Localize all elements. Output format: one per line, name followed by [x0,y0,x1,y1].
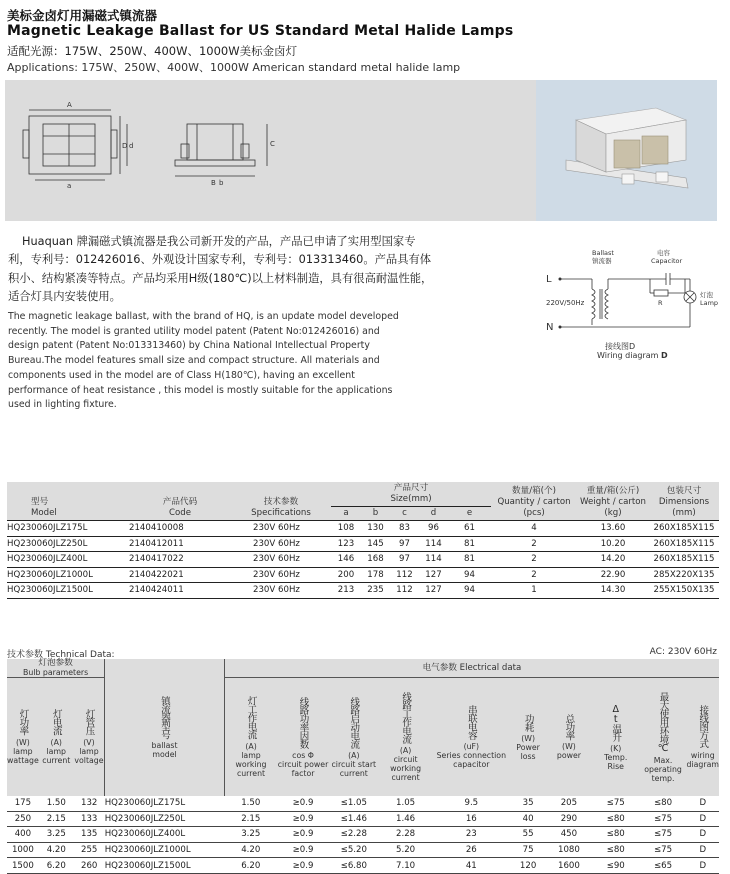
tech-cell: ≤75 [640,842,687,858]
spec-table-row [7,567,719,583]
spec-cell-c: 97 [390,552,419,568]
spec-cell-qty: 1 [491,583,577,599]
tech-cell: 26 [432,842,510,858]
tech-cell: ≤80 [592,811,640,827]
tech-cell: ≤1.05 [329,796,379,811]
capacitor-label: Capacitor [651,257,683,265]
capacitor-label-cn: 电容 [657,249,670,257]
tech-cell: D [687,811,720,827]
product-spec-table [7,482,719,599]
tech-cell: 4.20 [224,842,277,858]
tech-cell: 132 [74,796,105,811]
tech-cell: D [687,827,720,843]
spec-cell-e: 94 [448,567,491,583]
tech-cell: 1000 [7,842,39,858]
spec-cell-d: 127 [419,583,448,599]
spec-cell-qty: 2 [491,567,577,583]
spec-cell-dim: 260X185X115 [649,552,719,568]
spec-cell-wt: 13.60 [577,521,649,537]
tech-cell: 16 [432,811,510,827]
tech-cell: 35 [510,796,546,811]
tech-cell: HQ230060JLZ400L [105,827,225,843]
col-quantity: 数量/箱(个) Quantity / carton (pcs) [491,482,577,521]
spec-cell-spec: 230V 60Hz [231,552,331,568]
tech-col-6: 线路启动电流 (A) circuit start current [331,696,377,778]
tech-cell: 1600 [546,858,592,874]
col-ballast-model: 镇流器型号 ballast model [105,659,225,796]
spec-cell-dim: 255X150X135 [649,583,719,599]
tech-cell: 41 [432,858,510,874]
tech-cell: ≤6.80 [329,858,379,874]
spec-cell-e: 94 [448,583,491,599]
dimension-drawing [5,80,536,221]
tech-cell: ≤75 [640,811,687,827]
col-size: 产品尺寸 Size(mm) [331,482,491,507]
tech-cell: 75 [510,842,546,858]
lamp-label: Lamp [700,299,719,307]
wiring-caption-en: Wiring diagram D [597,351,668,360]
tech-col-2: 灯管压 (V) lamp voltage [74,709,104,765]
tech-cell: 400 [7,827,39,843]
tech-cell: 2.15 [39,811,74,827]
spec-cell-code: 2140417022 [129,552,231,568]
spec-cell-c: 112 [390,567,419,583]
spec-table-row [7,521,719,537]
tech-cell: 5.20 [379,842,433,858]
voltage-label: 220V/50Hz [546,299,585,307]
ballast-label-cn: 镇流器 [592,257,612,265]
spec-cell-model: HQ230060JLZ1000L [7,567,129,583]
spec-cell-e: 81 [448,536,491,552]
spec-cell-a: 123 [331,536,361,552]
technical-data-table [7,659,719,874]
dim-label-a-upper: A [67,101,72,109]
tech-cell: ≤65 [640,858,687,874]
applications-english: Applications: 175W、250W、400W、1000W American standard metal halide lamp [7,61,461,74]
tech-cell: 6.20 [224,858,277,874]
spec-cell-b: 235 [361,583,390,599]
line-l-label: L [546,274,552,285]
lamp-label-cn: 灯泡 [700,291,713,299]
spec-cell-d: 114 [419,536,448,552]
spec-cell-a: 213 [331,583,361,599]
tech-cell: ≥0.9 [277,842,329,858]
ac-spec-caption: AC: 230V 60Hz [649,647,717,657]
spec-cell-code: 2140422021 [129,567,231,583]
tech-table-row [7,796,719,811]
tech-cell: ≤80 [640,796,687,811]
tech-col-0: 灯功率 (W) lamp wattage [7,709,39,765]
tech-cell: ≥0.9 [277,858,329,874]
spec-cell-e: 81 [448,552,491,568]
col-size-c: c [390,507,419,521]
title-chinese: 美标金卤灯用漏磁式镇流器 [7,8,158,23]
tech-cell: 40 [510,811,546,827]
spec-cell-a: 146 [331,552,361,568]
col-weight: 重量/箱(公斤) Weight / carton (kg) [577,482,649,521]
tech-cell: 133 [74,811,105,827]
tech-cell: ≤5.20 [329,842,379,858]
spec-cell-code: 2140412011 [129,536,231,552]
spec-table-row [7,583,719,599]
tech-col-12: 最大使用环境℃ Max. operating temp. [644,691,682,783]
spec-cell-qty: 2 [491,536,577,552]
tech-cell: ≤75 [592,796,640,811]
tech-cell: 255 [74,842,105,858]
intro-chinese: Huaquan 牌漏磁式镇流器是我公司新开发的产品，产品已申请了实用型国家专利，专利号：012426016、外观设计国家专利，专利号：013313460。产品具有体积小、结构紧凑等特点。产品均采用H级(180℃)以上材料制造，具有很高耐温性能，适合灯具内安装使用。 [8,235,433,303]
tech-cell: ≥0.9 [277,827,329,843]
wiring-caption-cn: 接线图D [605,342,636,351]
tech-cell: ≤90 [592,858,640,874]
tech-table-row [7,842,719,858]
tech-cell: 7.10 [379,858,433,874]
tech-cell: D [687,796,720,811]
tech-cell: HQ230060JLZ175L [105,796,225,811]
tech-cell: ≤75 [640,827,687,843]
tech-cell: 1.50 [224,796,277,811]
col-model: 型号 Model [7,482,129,521]
spec-cell-code: 2140410008 [129,521,231,537]
spec-cell-d: 114 [419,552,448,568]
tech-cell: ≥0.9 [277,811,329,827]
tech-cell: 2.15 [224,811,277,827]
tech-cell: HQ230060JLZ1500L [105,858,225,874]
wiring-diagram [540,243,720,363]
tech-cell: 290 [546,811,592,827]
tech-col-8: 串联电容 (uF) Series connection capacitor [436,705,507,769]
spec-cell-qty: 2 [491,552,577,568]
title-english: Magnetic Leakage Ballast for US Standard Metal Halide Lamps [7,23,514,39]
tech-cell: ≤2.28 [329,827,379,843]
tech-table-row [7,811,719,827]
intro-english: The magnetic leakage ballast, with the brand of HQ, is an update model developed recently. The model is granted utility model patent (Patent No:012426016) and design patent (Patent No:013313460) by China National Intellectual Property Bureau.The model features small size and compact structure. All materials and components used in the model are of Class H(180℃), having an excellent performance of heat resistance , this model is mostly suitable for the applications used in lighting fixture. [8,311,399,411]
tech-col-13: 接线图方式 wiring diagram [686,705,719,769]
tech-col-1: 灯电流 (A) lamp current [42,709,71,765]
tech-cell: D [687,842,720,858]
bulb-parameters-group: 灯泡参数 Bulb parameters [7,659,105,678]
tech-col-9: 功耗 (W) Power loss [516,713,540,761]
tech-cell: 3.25 [224,827,277,843]
tech-cell: ≥0.9 [277,796,329,811]
spec-cell-b: 178 [361,567,390,583]
tech-cell: 1080 [546,842,592,858]
tech-cell: HQ230060JLZ1000L [105,842,225,858]
dim-label-d-lower: d [129,142,134,150]
spec-cell-c: 83 [390,521,419,537]
electrical-data-group: 电气参数 Electrical data [224,659,719,678]
spec-cell-spec: 230V 60Hz [231,567,331,583]
tech-cell: 1500 [7,858,39,874]
spec-cell-e: 61 [448,521,491,537]
tech-cell: 4.20 [39,842,74,858]
spec-cell-wt: 10.20 [577,536,649,552]
spec-cell-model: HQ230060JLZ400L [7,552,129,568]
tech-cell: 3.25 [39,827,74,843]
tech-cell: 9.5 [432,796,510,811]
tech-col-11: Δt温升 (K) Temp. Rise [604,703,628,771]
tech-cell: HQ230060JLZ250L [105,811,225,827]
spec-cell-c: 112 [390,583,419,599]
spec-cell-spec: 230V 60Hz [231,536,331,552]
tech-cell: ≤80 [592,827,640,843]
tech-cell: 120 [510,858,546,874]
dim-label-b-upper: B [211,179,216,187]
col-spec: 技术参数 Specifications [231,482,331,521]
spec-cell-dim: 285X220X135 [649,567,719,583]
spec-cell-b: 130 [361,521,390,537]
tech-col-5: 线路功率因数 cos Φ circuit power factor [277,696,329,778]
dimension-drawing-panel [5,80,536,221]
dim-label-b-lower: b [219,179,224,187]
tech-cell: 6.20 [39,858,74,874]
tech-cell: 1.05 [379,796,433,811]
col-size-a: a [331,507,361,521]
tech-cell: 1.46 [379,811,433,827]
tech-cell: D [687,858,720,874]
tech-cell: ≤1.46 [329,811,379,827]
spec-cell-d: 127 [419,567,448,583]
spec-table-row [7,536,719,552]
col-code: 产品代码 Code [129,482,231,521]
spec-cell-dim: 260X185X115 [649,536,719,552]
spec-cell-model: HQ230060JLZ250L [7,536,129,552]
tech-data-caption: 技术参数 Technical Data: [7,650,115,660]
spec-cell-b: 145 [361,536,390,552]
spec-cell-code: 2140424011 [129,583,231,599]
spec-cell-wt: 22.90 [577,567,649,583]
col-size-e: e [448,507,491,521]
tech-cell: 23 [432,827,510,843]
tech-cell: 175 [7,796,39,811]
tech-table-row [7,858,719,874]
spec-cell-model: HQ230060JLZ1500L [7,583,129,599]
tech-table-row [7,827,719,843]
tech-cell: 55 [510,827,546,843]
spec-cell-spec: 230V 60Hz [231,583,331,599]
dim-label-a-lower: a [67,182,72,190]
tech-cell: 250 [7,811,39,827]
tech-col-4: 灯工作电流 (A) lamp working current [235,696,267,778]
resistor-label: R [658,299,663,307]
spec-cell-dim: 260X185X115 [649,521,719,537]
tech-cell: 135 [74,827,105,843]
applications-chinese: 适配光源：175W、250W、400W、1000W美标金卤灯 [7,44,298,58]
spec-cell-wt: 14.20 [577,552,649,568]
line-n-label: N [546,322,554,333]
spec-cell-model: HQ230060JLZ175L [7,521,129,537]
col-size-d: d [419,507,448,521]
col-dimensions: 包装尺寸 Dimensions (mm) [649,482,719,521]
tech-cell: 2.28 [379,827,433,843]
tech-col-10: 总功率 (W) power [556,713,581,761]
spec-cell-a: 200 [331,567,361,583]
tech-cell: 205 [546,796,592,811]
spec-table-row [7,552,719,568]
spec-cell-spec: 230V 60Hz [231,521,331,537]
spec-cell-d: 96 [419,521,448,537]
col-size-b: b [361,507,390,521]
tech-cell: 1.50 [39,796,74,811]
spec-cell-wt: 14.30 [577,583,649,599]
spec-cell-qty: 4 [491,521,577,537]
dim-label-d-upper: D [122,142,128,150]
tech-cell: ≤80 [592,842,640,858]
spec-cell-c: 97 [390,536,419,552]
product-photo [536,80,717,221]
tech-col-7: 线路工作电流 (A) circuit working current [390,692,422,782]
spec-cell-a: 108 [331,521,361,537]
tech-cell: 450 [546,827,592,843]
spec-cell-b: 168 [361,552,390,568]
ballast-label: Ballast [592,249,614,257]
tech-cell: 260 [74,858,105,874]
dim-label-c: C [270,140,275,148]
